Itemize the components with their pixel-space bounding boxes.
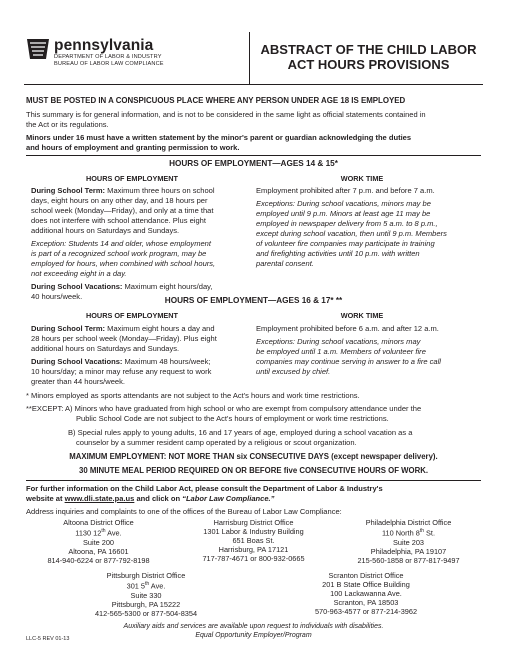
section2-heading: HOURS OF EMPLOYMENT—AGES 16 & 17* ** bbox=[164, 296, 343, 305]
office-city: Philadelphia, PA 19107 bbox=[370, 546, 447, 556]
posting-notice: MUST BE POSTED IN A CONSPICUOUS PLACE WHERE ANY PERSON UNDER AGE 18 IS EMPLOYED bbox=[26, 96, 406, 105]
s1-school-term-line-5: additional hours on Saturdays and Sundays. bbox=[31, 226, 180, 235]
office-scranton bbox=[286, 571, 446, 616]
section1-worktime-head: WORK TIME bbox=[340, 174, 384, 183]
section-divider bbox=[26, 155, 481, 156]
summary-line-1: This summary is for general information, and is not to be considered in the same light as official statements contained in bbox=[26, 110, 426, 119]
minors-notice-line-2: and hours of employment and granting permission to work. bbox=[26, 143, 240, 152]
document-header bbox=[24, 0, 483, 85]
title-line-1: ABSTRACT OF THE CHILD LABOR bbox=[260, 42, 477, 57]
summary-line-2: the Act or its regulations. bbox=[26, 120, 109, 129]
s1-work-exception-line-3: employed in newspaper delivery from 5 a.m. to 8 p.m., bbox=[256, 219, 438, 228]
s1-work-exception-line-2: employed until 9 p.m. Minors at least age 11 may be bbox=[256, 209, 431, 218]
s2-school-term-line-1: During School Term: Maximum eight hours a day and bbox=[31, 324, 215, 333]
s1-vacation-line-1: During School Vacations: Maximum eight hours/day, bbox=[31, 282, 213, 291]
s2-vacation-line-2: 10 hours/day; a minor may refuse any request to work bbox=[31, 367, 212, 376]
office-philadelphia bbox=[336, 518, 481, 565]
footnote-star: * Minors employed as sports attendants are not subject to the Act's hours and work time restrictions. bbox=[26, 391, 360, 400]
section1-heading: HOURS OF EMPLOYMENT—AGES 14 & 15* bbox=[169, 159, 338, 168]
office-city: Harrisburg, PA 17121 bbox=[218, 545, 289, 555]
office-address: 1130 12th Ave. bbox=[75, 528, 122, 538]
office-phone: 814-940-6224 or 877-792-8198 bbox=[47, 555, 150, 565]
info-divider bbox=[26, 480, 481, 481]
s2-work-exception-line-4: until excused by chief. bbox=[256, 367, 331, 376]
s1-school-term-line-4: does not interfere with school attendance. Plus eight bbox=[31, 216, 206, 225]
s2-vacation-line-3: greater than 44 hours/week. bbox=[31, 377, 125, 386]
office-name: Harrisburg District Office bbox=[213, 518, 294, 527]
office-pittsburgh bbox=[66, 571, 226, 618]
footer-aids: Auxiliary aids and services are available upon request to individuals with disabilities. bbox=[123, 623, 384, 630]
header-divider bbox=[249, 32, 250, 84]
office-name: Scranton District Office bbox=[328, 571, 404, 580]
office-phone: 215-560-1858 or 877-817-9497 bbox=[357, 555, 460, 565]
s1-vacation-line-2: 40 hours/week. bbox=[31, 292, 83, 301]
s2-vacation-line-1: During School Vacations: Maximum 48 hours/week; bbox=[31, 357, 211, 366]
office-altoona bbox=[26, 518, 171, 565]
s1-work-exception-line-6: and firefighting activities until 10 p.m. with written bbox=[256, 249, 420, 258]
s1-exception-line-1: Exception: Students 14 and older, whose employment bbox=[31, 239, 211, 248]
s1-school-term-line-2: days, eight hours on any other day, and 18 hours per bbox=[31, 196, 208, 205]
s1-work-exception-line-4: except during school vacation, then until 9 p.m. Members bbox=[256, 229, 447, 238]
office-phone: 570-963-4577 or 877-214-3962 bbox=[314, 607, 418, 617]
office-name: Altoona District Office bbox=[63, 518, 134, 527]
s1-school-term-line-3: school week (Monday—Friday), and only at a time that bbox=[31, 206, 214, 215]
keystone-icon bbox=[26, 38, 50, 60]
office-suite: 100 Lackawanna Ave. bbox=[330, 589, 402, 599]
s1-school-term-line-1: During School Term: Maximum three hours on school bbox=[31, 186, 215, 195]
office-name: Philadelphia District Office bbox=[365, 518, 452, 527]
further-info-line-2: website at www.dli.state.pa.us and click on “Labor Law Compliance.” bbox=[26, 494, 275, 503]
office-suite: 651 Boas St. bbox=[232, 536, 275, 546]
office-phone: 717-787-4671 or 800-932-0665 bbox=[202, 554, 305, 564]
office-phone: 412-565-5300 or 877-504-8354 bbox=[94, 608, 198, 618]
office-suite: Suite 330 bbox=[130, 590, 162, 600]
office-suite: Suite 203 bbox=[392, 537, 425, 547]
s2-work-exception-line-2: be employed until 1 a.m. Members of volunteer fire bbox=[256, 347, 426, 356]
office-suite: Suite 200 bbox=[82, 537, 115, 547]
further-info-line-1: For further information on the Child Labor Act, please consult the Department of Labor & Industry's bbox=[26, 484, 383, 493]
office-harrisburg bbox=[181, 518, 326, 563]
address-intro: Address inquiries and complaints to one of the offices of the Bureau of Labor Law Compliance: bbox=[26, 507, 342, 516]
minors-notice-line-1: Minors under 16 must have a written statement by the minor's parent or guardian acknowledging the duties bbox=[26, 133, 412, 142]
org-department: DEPARTMENT OF LABOR & INDUSTRY bbox=[54, 54, 162, 60]
section2-hours-head: HOURS OF EMPLOYMENT bbox=[85, 311, 179, 320]
s1-work-exception-line-1: Exceptions: During school vacations, minors may be bbox=[256, 199, 431, 208]
footnote-except-a-line-2: Public School Code are not subject to the Act's hours of employment or work time restrictions. bbox=[76, 414, 389, 423]
office-city: Scranton, PA 18503 bbox=[333, 598, 399, 608]
s1-exception-line-4: not exceeding eight in a day. bbox=[31, 269, 127, 278]
office-address: 301 5th Ave. bbox=[126, 581, 166, 591]
footnote-except-a-line-1: **EXCEPT: A) Minors who have graduated from high school or who are exempt from compulsory attendance under the bbox=[26, 404, 422, 413]
s1-work-time: Employment prohibited after 7 p.m. and before 7 a.m. bbox=[256, 186, 435, 195]
s1-exception-line-3: employed for hours, when combined with school hours, bbox=[31, 259, 216, 268]
s1-work-exception-line-5: of volunteer fire companies may participate in training bbox=[256, 239, 435, 248]
office-address: 110 North 8th St. bbox=[381, 528, 436, 538]
office-city: Pittsburgh, PA 15222 bbox=[111, 599, 181, 609]
s1-exception-line-2: is part of a recognized school work program, may be bbox=[31, 249, 207, 258]
website-link[interactable]: www.dli.state.pa.us bbox=[64, 494, 135, 503]
footnote-except-b-line-2: counselor by a summer resident camp operated by a religious or scout organization. bbox=[76, 438, 357, 447]
document-title bbox=[256, 42, 481, 72]
section2-worktime-head: WORK TIME bbox=[340, 311, 384, 320]
pennsylvania-logo bbox=[26, 38, 236, 70]
office-city: Altoona, PA 16601 bbox=[68, 546, 129, 556]
s2-work-time: Employment prohibited before 6 a.m. and after 12 a.m. bbox=[256, 324, 439, 333]
s2-work-exception-line-3: companies may continue serving in answer to a fire call bbox=[256, 357, 441, 366]
s2-school-term-line-2: 28 hours per school week (Monday—Friday). Plus eight bbox=[31, 334, 217, 343]
form-code: LLC-5 REV 01-13 bbox=[26, 636, 70, 642]
max-employment-notice: MAXIMUM EMPLOYMENT: NOT MORE THAN six CONSECUTIVE DAYS (except newspaper delivery). bbox=[69, 452, 438, 461]
office-address: 1301 Labor & Industry Building bbox=[203, 527, 304, 537]
footnote-except-b-line-1: B) Special rules apply to young adults, 16 and 17 years of age, employed during a school vacation as a bbox=[68, 428, 413, 437]
office-name: Pittsburgh District Office bbox=[106, 571, 186, 580]
org-name: pennsylvania bbox=[54, 37, 154, 54]
office-address: 201 B State Office Building bbox=[322, 580, 410, 590]
meal-period-notice: 30 MINUTE MEAL PERIOD REQUIRED ON OR BEFORE five CONSECUTIVE HOURS OF WORK. bbox=[78, 466, 429, 475]
section1-hours-head: HOURS OF EMPLOYMENT bbox=[85, 174, 179, 183]
org-bureau: BUREAU OF LABOR LAW COMPLIANCE bbox=[54, 61, 164, 67]
footer-eeo: Equal Opportunity Employer/Program bbox=[195, 632, 312, 639]
s1-work-exception-line-7: parental consent. bbox=[256, 259, 314, 268]
s2-work-exception-line-1: Exceptions: During school vacations, minors may bbox=[256, 337, 421, 346]
title-line-2: ACT HOURS PROVISIONS bbox=[287, 57, 450, 72]
s2-school-term-line-3: additional hours on Saturdays and Sundays. bbox=[31, 344, 180, 353]
